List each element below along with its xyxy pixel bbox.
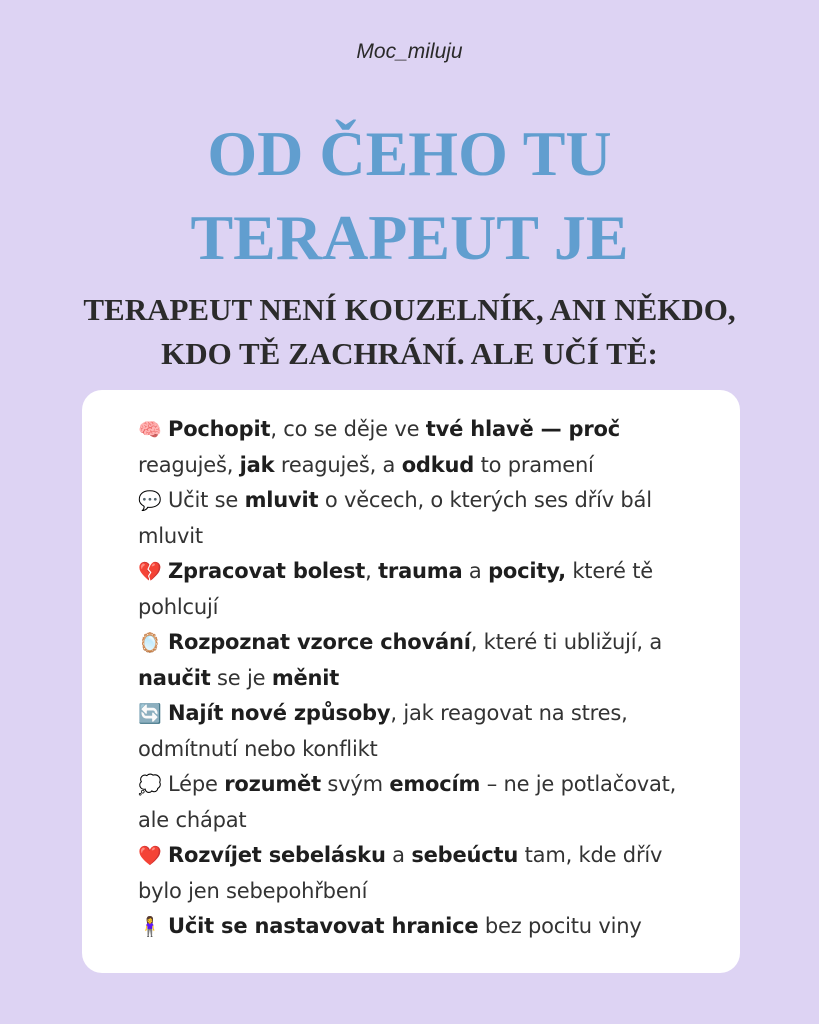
emphasis-text: Učit se nastavovat hranice (168, 914, 479, 938)
list-item (138, 412, 700, 483)
emphasis-text: sebeúctu (411, 843, 519, 867)
emphasis-text: Rozpoznat vzorce chování (168, 630, 471, 654)
list-item (138, 483, 700, 554)
item-text: tam, kde dřív bylo jen sebepohřbení (138, 843, 663, 903)
content-card (82, 390, 740, 973)
page-title (0, 112, 819, 280)
item-text: se je (210, 666, 272, 690)
list-item (138, 767, 700, 838)
title-line-1: OD ČEHO TU (207, 118, 612, 189)
item-text: – ne je potlačovat, ale chápat (138, 772, 677, 832)
emphasis-text: emocím (389, 772, 481, 796)
thought-bubble-icon: 💭 (138, 774, 162, 796)
emphasis-text: mluvit (244, 488, 319, 512)
subtitle-line-2: KDO TĚ ZACHRÁNÍ. ALE UČÍ TĚ: (161, 336, 658, 371)
mirror-icon: 🪞 (138, 632, 162, 654)
emphasis-text: tvé hlavě — proč (425, 417, 621, 441)
subtitle (0, 288, 819, 376)
item-text: bez pocitu viny (478, 914, 642, 938)
emphasis-text: Pochopit (168, 417, 271, 441)
item-text: a (385, 843, 412, 867)
item-text: , které ti ubližují, a (470, 630, 663, 654)
item-text: to pramení (474, 453, 594, 477)
emphasis-text: odkud (401, 453, 475, 477)
emphasis-text: měnit (271, 666, 340, 690)
item-text: , jak reagovat na stres, odmítnutí nebo konflikt (138, 701, 628, 761)
item-text: reaguješ, a (274, 453, 402, 477)
emphasis-text: pocity, (488, 559, 566, 583)
account-handle: Moc_miluju (356, 40, 463, 63)
brain-icon: 🧠 (138, 419, 162, 441)
broken-heart-icon: 💔 (138, 561, 162, 583)
list-item (138, 625, 700, 696)
standing-woman-icon: 🧍‍♀️ (138, 916, 162, 938)
item-text: Lépe (168, 772, 225, 796)
list-item (138, 909, 700, 945)
title-line-2: TERAPEUT JE (190, 202, 629, 273)
item-text: Učit se (168, 488, 245, 512)
list-item (138, 554, 700, 625)
item-text: , (365, 559, 379, 583)
emphasis-text: jak (239, 453, 275, 477)
emphasis-text: rozumět (224, 772, 321, 796)
heart-icon: ❤️ (138, 845, 162, 867)
benefits-list (138, 412, 700, 945)
emphasis-text: naučit (138, 666, 211, 690)
item-text: , co se děje ve (270, 417, 426, 441)
item-text: které tě pohlcují (138, 559, 653, 619)
emphasis-text: trauma (378, 559, 463, 583)
list-item (138, 696, 700, 767)
item-text: reaguješ, (138, 453, 240, 477)
list-item (138, 838, 700, 909)
item-text: o věcech, o kterých ses dřív bál mluvit (138, 488, 652, 548)
emphasis-text: Rozvíjet sebelásku (168, 843, 386, 867)
speech-bubble-icon: 💬 (138, 490, 162, 512)
emphasis-text: Najít nové způsoby (168, 701, 391, 725)
subtitle-line-1: TERAPEUT NENÍ KOUZELNÍK, ANI NĚKDO, (83, 292, 736, 327)
item-text: a (462, 559, 489, 583)
item-text: svým (320, 772, 390, 796)
refresh-arrows-icon: 🔄 (138, 703, 162, 725)
emphasis-text: Zpracovat bolest (168, 559, 366, 583)
